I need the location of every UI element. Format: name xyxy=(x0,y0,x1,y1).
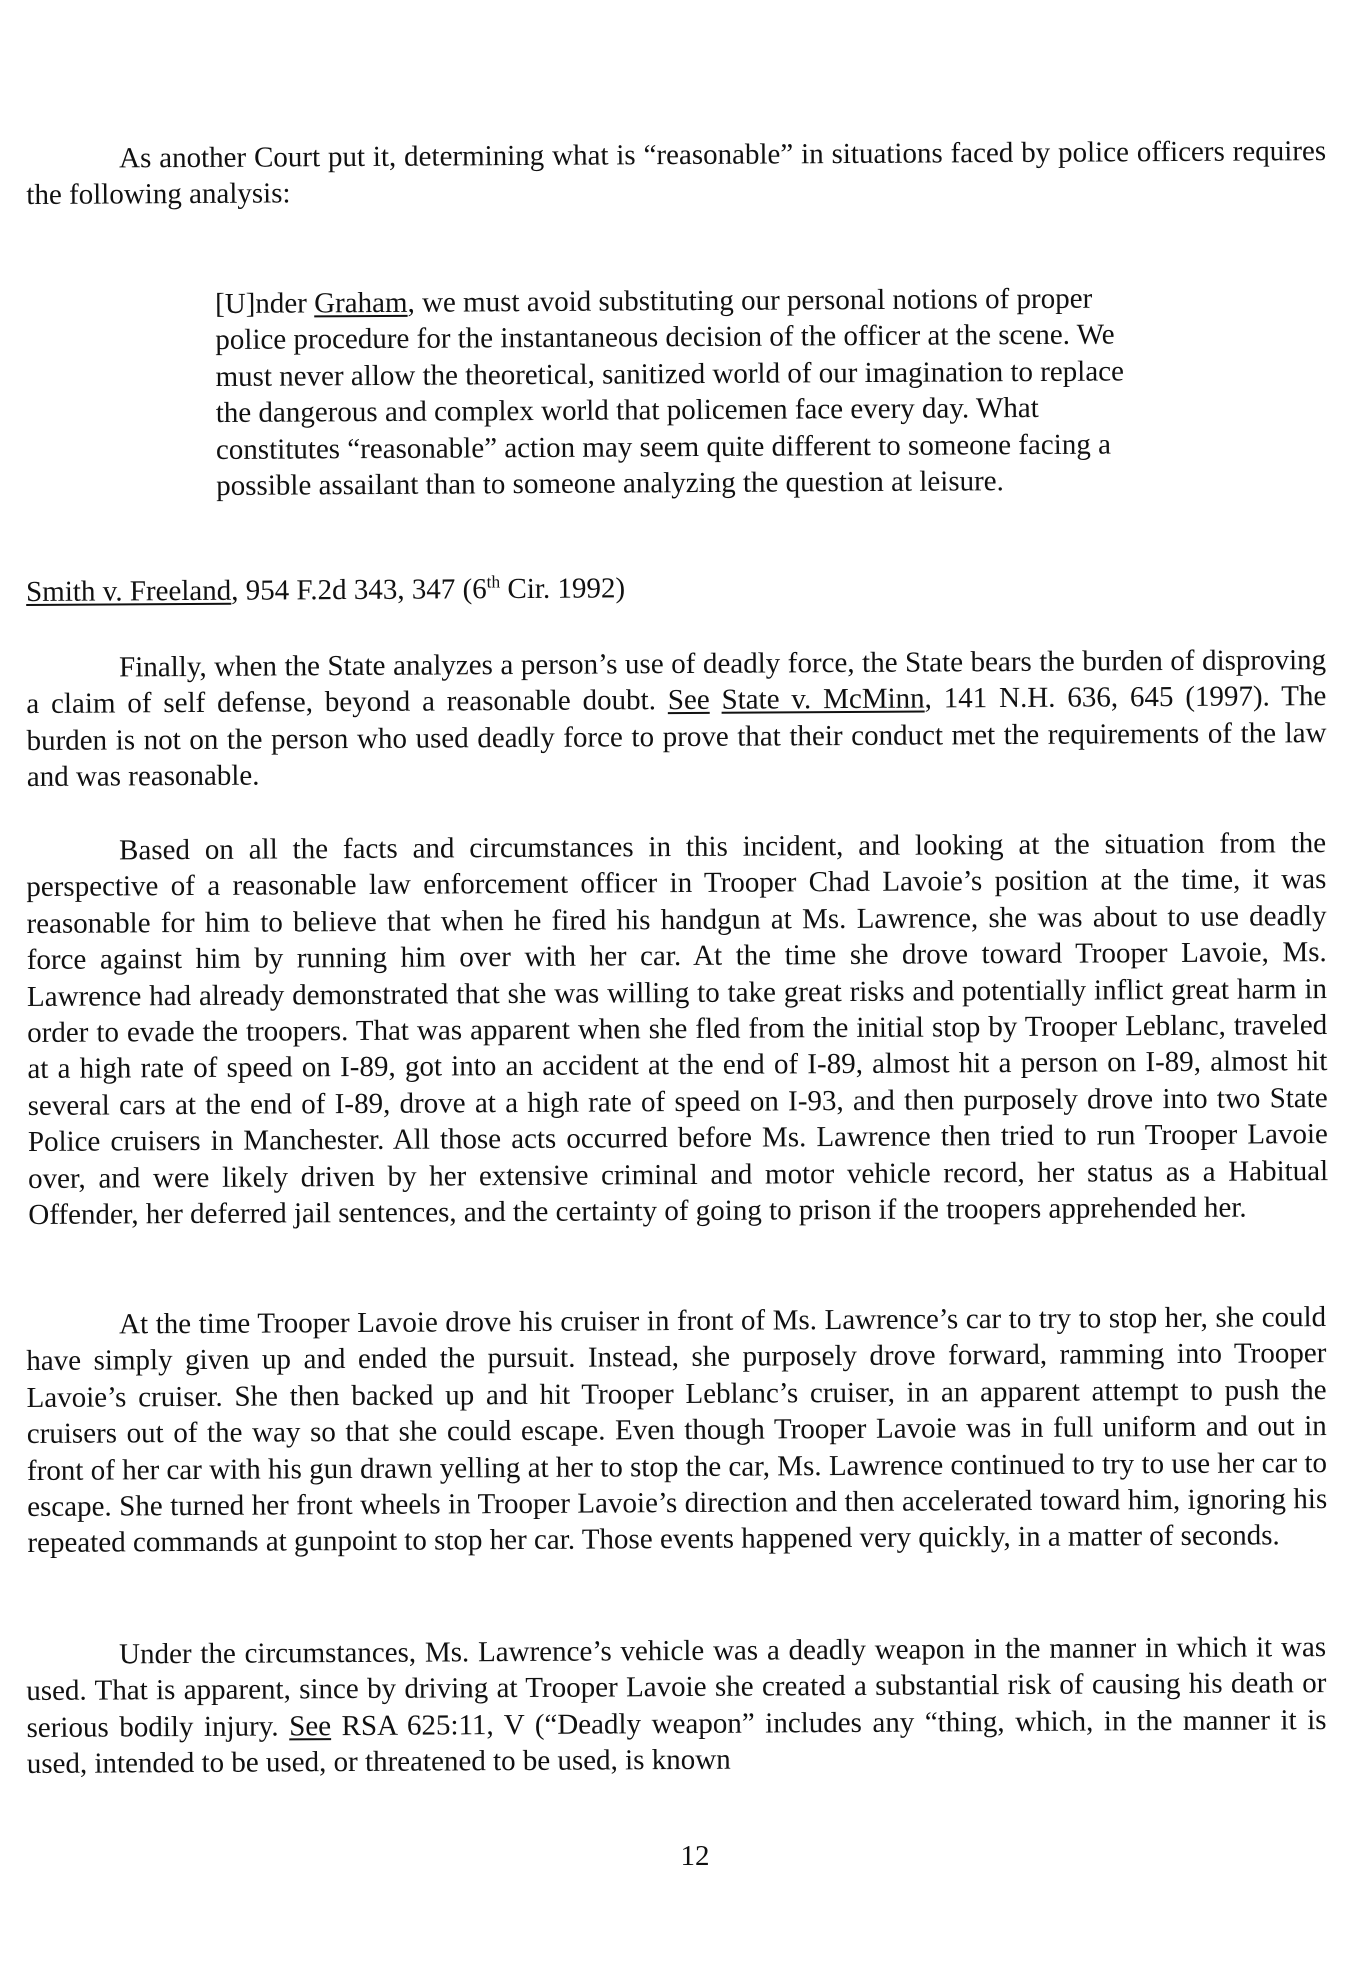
quote-body: , we must avoid substituting our personal notions of proper police procedure for the instantaneous decision of the officer at the scene. We must never allow the theoretical, sanitized world of our imagination to replace the dangerous and complex world that policemen face every day. What constitutes “reasonable” action may seem quite different to someone facing a possible assailant than to someone analyzing the question at leisure. xyxy=(215,282,1125,503)
citation-reporter: , 954 F.2d 343, 347 (6 xyxy=(231,573,487,607)
case-citation xyxy=(26,568,1026,610)
paragraph-facts: Based on all the facts and circumstances in this incident, and looking at the situation from the perspective of a reasonable law enforcement officer in Trooper Chad Lavoie’s position at the time, it was reasonable for him to believe that when he fired his handgun at Ms. Lawrence, she was about to use deadly force against him by running him over with her car. At the time she drove toward Trooper Lavoie, Ms. Lawrence had already demonstrated that she was willing to take great risks and potentially inflict great harm in order to evade the troopers. That was apparent when she fled from the initial stop by Trooper Leblanc, traveled at a high rate of speed on I-89, got into an accident at the end of I-89, almost hit a person on I-89, almost hit several cars at the end of I-89, drove at a high rate of speed on I-93, and then purposely drove into two State Police cruisers in Manchester. All those acts occurred before Ms. Lawrence then tried to run Trooper Lavoie over, and were likely driven by her extensive criminal and motor vehicle record, her status as a Habitual Offender, her deferred jail sentences, and the certainty of going to prison if the troopers apprehended her. xyxy=(26,827,1329,1232)
burden-tail: , 141 N.H. 636, 645 (1997). The burden is not on the person who used deadly force to prove that their conduct met the requirements of the law and was reasonable. xyxy=(26,680,1327,794)
quote-lead: [U]nder xyxy=(215,287,315,320)
paragraph-events: At the time Trooper Lavoie drove his cruiser in front of Ms. Lawrence’s car to try to stop her, she could have simply given up and ended the pursuit. Instead, she purposely drove forward, ramming into Trooper Lavoie’s cruiser. She then backed up and hit Trooper Leblanc’s cruiser, in an apparent attempt to push the cruisers out of the way so that she could escape. Even though Trooper Lavoie was in full uniform and out in front of her car with his gun drawn yelling at her to stop the car, Ms. Lawrence continued to try to use her car to escape. She turned her front wheels in Trooper Lavoie’s direction and then accelerated toward him, ignoring his repeated commands at gunpoint to stop her car. Those events happened very quickly, in a matter of seconds. xyxy=(26,1301,1328,1560)
citation-case-name: Smith v. Freeland xyxy=(26,574,232,608)
block-quote xyxy=(215,280,1146,504)
burden-signal: See xyxy=(667,684,710,717)
weapon-tail: RSA 625:11, V (“Deadly weapon” includes any “thing, which, in the manner it is used, intended to be used, or threatened to be used, is known xyxy=(26,1703,1327,1781)
burden-lead: Finally, when the State analyzes a person’s use of deadly force, the State bears the burden of disproving a claim of self defense, beyond a reasonable doubt. xyxy=(26,644,1327,721)
paragraph-burden xyxy=(26,642,1327,796)
quote-case-name: Graham xyxy=(314,286,408,320)
paragraph-intro: As another Court put it, determining what is “reasonable” in situations faced by police officers requires the following analysis: xyxy=(26,135,1327,212)
weapon-signal: See xyxy=(289,1709,332,1743)
page-number: 12 xyxy=(680,1840,710,1872)
paragraph-deadly-weapon xyxy=(26,1629,1327,1783)
citation-ordinal: th xyxy=(486,571,501,592)
weapon-lead: Under the circumstances, Ms. Lawrence’s vehicle was a deadly weapon in the manner in which it was used. That is apparent, since by driving at Trooper Lavoie she created a substantial risk of causing his death or serious bodily injury. xyxy=(26,1631,1327,1744)
citation-tail: Cir. 1992) xyxy=(500,572,626,606)
burden-gap xyxy=(710,684,722,716)
burden-case-name: State v. McMinn xyxy=(721,682,925,717)
